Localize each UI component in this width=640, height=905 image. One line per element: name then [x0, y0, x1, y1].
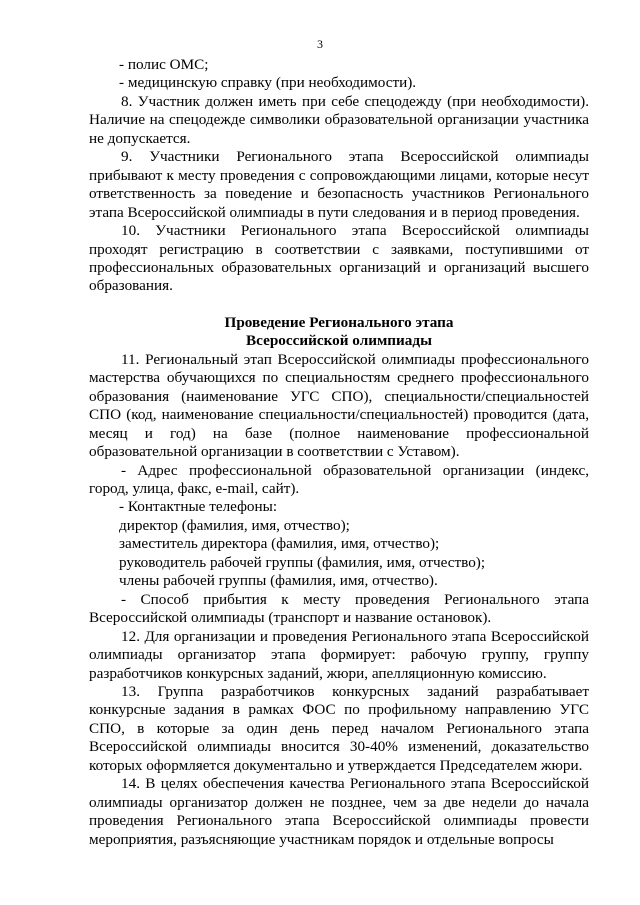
paragraph: заместитель директора (фамилия, имя, отчество);	[119, 535, 440, 553]
paragraphs-bottom	[89, 351, 589, 849]
paragraph: 13. Группа разработчиков конкурсных заданий разрабатывает конкурсные задания в рамках ФОС по профильному направлению УГС СПО, в которые за один день перед началом Регионального этапа Всероссийской олимпиады вносится 30-40% изменений, доказательство которых оформляется документально и утверждается Председателем жюри.	[89, 682, 589, 774]
page-number: 3	[317, 37, 323, 51]
paragraph: 12. Для организации и проведения Регионального этапа Всероссийской олимпиады организатор этапа формирует: рабочую группу, группу разработчиков конкурсных заданий, жюри, апелляционную комиссию.	[89, 627, 589, 682]
paragraph: директор (фамилия, имя, отчество);	[119, 516, 350, 534]
paragraph: - полис ОМС;	[119, 56, 209, 73]
document-body	[89, 56, 589, 849]
paragraph: 11. Региональный этап Всероссийской олимпиады профессионального мастерства обучающихся по специальностям среднего профессионального образования (наименование УГС СПО), специальности/специальностей СПО (код, наименование специальности/специальностей) проводится (дата, месяц и год) на базе (полное наименование профессиональной образовательной организации в соответствии с Уставом).	[89, 350, 589, 461]
paragraph: - Способ прибытия к месту проведения Регионального этапа Всероссийской олимпиады (транспорт и название остановок).	[89, 590, 589, 627]
paragraph: - медицинскую справку (при необходимости).	[119, 74, 417, 92]
paragraph: - Контактные телефоны:	[119, 498, 278, 516]
paragraph: 14. В целях обеспечения качества Регионального этапа Всероссийской олимпиады организатор должен не позднее, чем за две недели до начала проведения Регионального этапа Всероссийской олимпиады провести мероприятия, разъясняющие участникам порядок и отдельные вопросы	[89, 775, 589, 848]
section-heading-line-1: Проведение Регионального этапа	[224, 313, 454, 331]
paragraph: члены рабочей группы (фамилия, имя, отчество).	[119, 572, 438, 590]
paragraph: руководитель рабочей группы (фамилия, имя, отчество);	[119, 553, 486, 571]
section-heading-line-2: Всероссийской олимпиады	[246, 332, 432, 350]
paragraph: - Адрес профессиональной образовательной организации (индекс, город, улица, факс, e-mail, сайт).	[89, 461, 589, 497]
section-gap	[89, 296, 589, 314]
paragraph: 10. Участники Регионального этапа Всероссийской олимпиады проходят регистрацию в соответствии с заявками, поступившими от профессиональных образовательных организаций и организаций высшего образования.	[89, 222, 589, 295]
paragraphs-top	[89, 56, 589, 296]
paragraph: 8. Участник должен иметь при себе спецодежду (при необходимости). Наличие на спецодежде символики образовательной организации участника не допускается.	[89, 92, 589, 147]
paragraph: 9. Участники Регионального этапа Всероссийской олимпиады прибывают к месту проведения с сопровождающими лицами, которые несут ответственность за поведение и безопасность участников Регионального этапа Всероссийской олимпиады в пути следования и в период проведения.	[89, 148, 589, 221]
